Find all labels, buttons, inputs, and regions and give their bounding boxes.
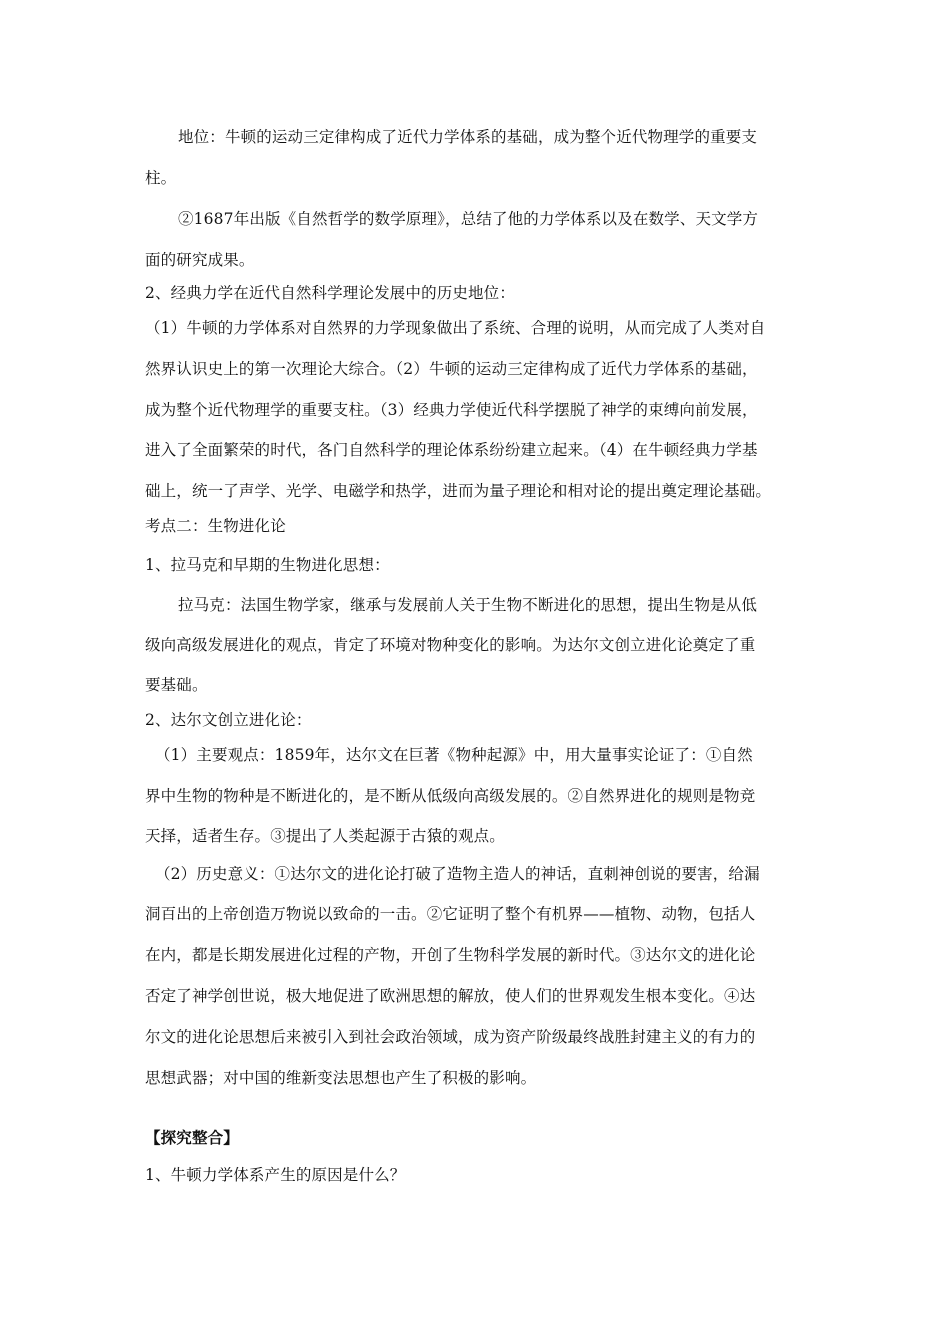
- text-line: 础上，统一了声学、光学、电磁学和热学，进而为量子理论和相对论的提出奠定理论基础。: [145, 482, 772, 500]
- text-line: 成为整个近代物理学的重要支柱。（3）经典力学使近代科学摆脱了神学的束缚向前发展，: [145, 401, 758, 419]
- text-line: 尔文的进化论思想后来被引入到社会政治领域，成为资产阶级最终战胜封建主义的有力的: [145, 1028, 756, 1046]
- text-line: 然界认识史上的第一次理论大综合。（2）牛顿的运动三定律构成了近代力学体系的基础，: [145, 360, 758, 378]
- section-heading: 考点二：生物进化论: [145, 517, 286, 535]
- text-line: ②1687年出版《自然哲学的数学原理》，总结了他的力学体系以及在数学、天文学方: [178, 210, 759, 228]
- text-line: 柱。: [145, 169, 177, 187]
- text-line: 地位：牛顿的运动三定律构成了近代力学体系的基础，成为整个近代物理学的重要支: [178, 128, 758, 146]
- text-line: 进入了全面繁荣的时代，各门自然科学的理论体系纷纷建立起来。（4）在牛顿经典力学基: [145, 441, 758, 459]
- section-heading: 2、经典力学在近代自然科学理论发展中的历史地位：: [145, 284, 515, 302]
- text-line: 面的研究成果。: [145, 251, 255, 269]
- text-line: 否定了神学创世说，极大地促进了欧洲思想的解放，使人们的世界观发生根本变化。④达: [145, 987, 756, 1005]
- text-line: 思想武器；对中国的维新变法思想也产生了积极的影响。: [145, 1069, 537, 1087]
- text-line: （1）牛顿的力学体系对自然界的力学现象做出了系统、合理的说明，从而完成了人类对自: [145, 319, 766, 337]
- question-line: 1、牛顿力学体系产生的原因是什么？: [145, 1166, 406, 1184]
- text-line: 在内，都是长期发展进化过程的产物，开创了生物科学发展的新时代。③达尔文的进化论: [145, 946, 756, 964]
- text-line: 级向高级发展进化的观点，肯定了环境对物种变化的影响。为达尔文创立进化论奠定了重: [145, 636, 756, 654]
- text-line: 界中生物的物种是不断进化的，是不断从低级向高级发展的。②自然界进化的规则是物竞: [145, 787, 756, 805]
- text-line: 天择，适者生存。③提出了人类起源于古猿的观点。: [145, 827, 505, 845]
- text-line: 要基础。: [145, 676, 208, 694]
- section-heading: 2、达尔文创立进化论：: [145, 711, 312, 729]
- section-heading: 【探究整合】: [145, 1128, 239, 1147]
- text-line: 洞百出的上帝创造万物说以致命的一击。②它证明了整个有机界——植物、动物，包括人: [145, 905, 756, 923]
- section-heading: 1、拉马克和早期的生物进化思想：: [145, 556, 390, 574]
- text-line: 拉马克：法国生物学家，继承与发展前人关于生物不断进化的思想，提出生物是从低: [178, 596, 758, 614]
- text-line: （2）历史意义：①达尔文的进化论打破了造物主造人的神话，直刺神创说的要害，给漏: [155, 865, 760, 883]
- text-line: （1）主要观点：1859年，达尔文在巨著《物种起源》中，用大量事实论证了：①自然: [155, 746, 753, 764]
